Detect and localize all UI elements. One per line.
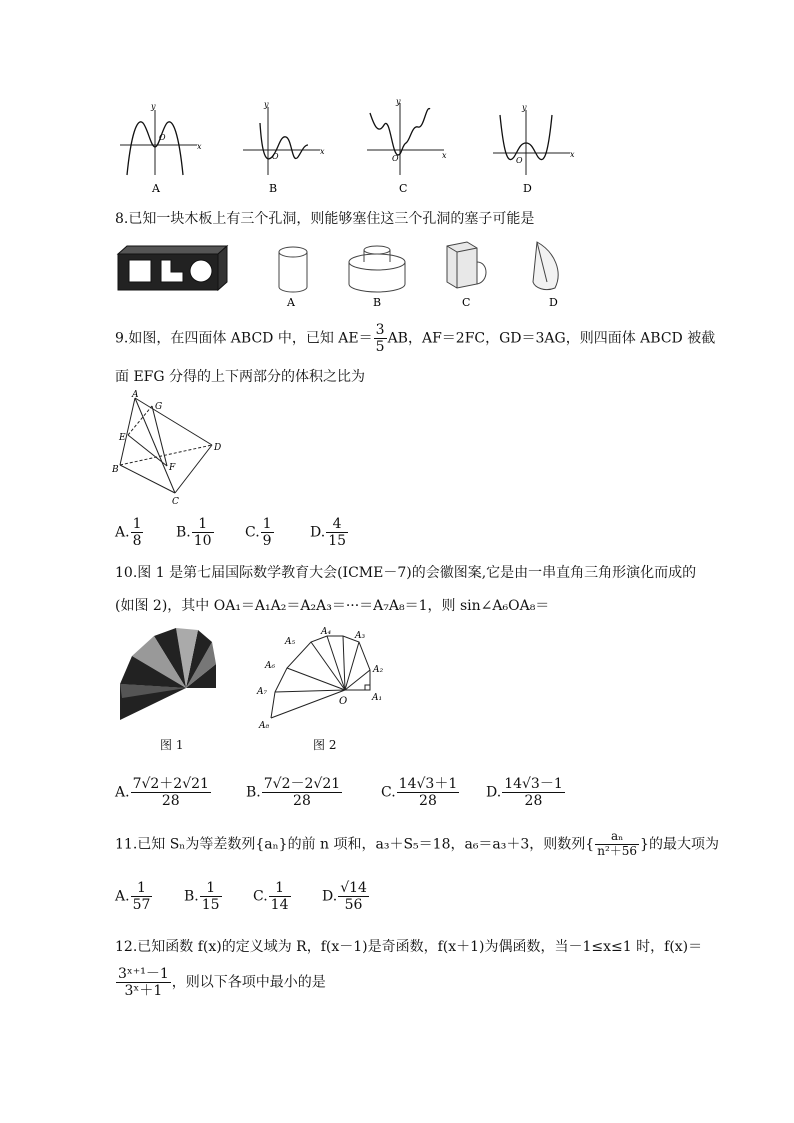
option-label: B. [176, 524, 191, 541]
q11-option-c[interactable] [253, 880, 292, 913]
q11-option-b[interactable] [184, 880, 223, 913]
option-label: B. [184, 888, 199, 905]
vertex-a: A [132, 390, 139, 400]
option-label: A. [115, 888, 130, 905]
question-10-line-1: 10.图 1 是第七届国际数学教育大会(ICME－7)的会徽图案,它是由一串直角三角形演化而成的 [115, 565, 697, 581]
q9-option-c[interactable] [245, 516, 275, 549]
q12-text-b: ，则以下各项中最小的是 [171, 974, 326, 991]
option-label: A. [115, 524, 130, 541]
question-11-text [115, 830, 719, 859]
q10-option-a[interactable] [115, 776, 212, 809]
plug-a-cylinder [279, 247, 307, 309]
option-num: 7√2＋2√21 [132, 776, 209, 792]
axis-x-label: x [442, 151, 447, 160]
axis-x-label: x [320, 147, 325, 156]
axis-x-label: x [197, 142, 202, 151]
plug-b-stepped-cylinder [349, 246, 405, 309]
option-num: 1 [269, 880, 291, 897]
q11-text-b: }的最大项为 [640, 836, 719, 853]
plug-label-b: B [373, 296, 382, 309]
option-label: D. [322, 888, 338, 905]
q10-option-d[interactable] [486, 776, 566, 809]
plug-c-block [447, 242, 486, 309]
question-9-line-2: 面 EFG 分得的上下两部分的体积之比为 [115, 369, 366, 385]
vertex-b: B [112, 465, 119, 475]
q11-text-a: 11.已知 Sₙ为等差数列{aₙ}的前 n 项和，a₃＋S₅＝18，a₆＝a₃＋3，则数列{ [115, 836, 595, 853]
option-num: 14√3－1 [504, 776, 563, 792]
point-a5: A₅ [285, 637, 296, 647]
option-label: A. [115, 784, 130, 801]
option-den: 8 [132, 533, 142, 550]
q11-fraction [595, 830, 639, 859]
q10-option-b[interactable] [246, 776, 343, 809]
q9-fraction [374, 322, 387, 355]
point-a4: A₄ [321, 627, 332, 637]
function-graphs [110, 95, 590, 200]
option-num: 1 [200, 880, 222, 897]
plug-label-a: A [287, 296, 295, 309]
option-den: 10 [193, 533, 212, 550]
graph-label-b: B [269, 182, 278, 195]
q12-frac-num: 3ˣ⁺¹－1 [118, 966, 169, 982]
q9-frac-den: 5 [375, 339, 385, 356]
q10-option-c[interactable] [381, 776, 460, 809]
axis-y-label: y [264, 100, 269, 109]
option-label: C. [245, 524, 260, 541]
origin-label: O [159, 133, 166, 142]
right-triangle-spiral-figure-2 [255, 622, 395, 734]
option-den: 15 [201, 897, 220, 914]
q11-option-a[interactable] [115, 880, 153, 913]
vertex-d: D [214, 443, 222, 453]
figure-2-caption: 图 2 [313, 738, 337, 752]
option-num: √14 [340, 880, 367, 896]
q9-text-a: 9.如图，在四面体 ABCD 中，已知 AE＝ [115, 330, 373, 347]
question-12-line-1: 12.已知函数 f(x)的定义域为 R，f(x－1)是奇函数，f(x＋1)为偶函数，当－1≤x≤1 时，f(x)＝ [115, 939, 703, 955]
figure-1-caption: 图 1 [160, 738, 184, 752]
origin-label: O [272, 152, 279, 161]
vertex-e: E [119, 433, 126, 443]
point-a7: A₇ [257, 687, 268, 697]
graph-a [120, 102, 202, 195]
point-o: O [339, 696, 348, 707]
question-9-line-1 [115, 322, 715, 355]
option-den: 28 [293, 793, 311, 810]
axis-x-label: x [570, 150, 575, 159]
vertex-g: G [155, 402, 163, 412]
axis-y-label: y [151, 102, 156, 111]
option-den: 57 [132, 897, 151, 914]
graph-label-d: D [523, 182, 532, 195]
q9-option-b[interactable] [176, 516, 215, 549]
origin-label: O [516, 156, 523, 165]
option-num: 4 [326, 516, 348, 533]
q11-option-d[interactable] [322, 880, 370, 913]
option-num: 1 [192, 516, 214, 533]
question-10-line-2: (如图 2)，其中 OA₁＝A₁A₂＝A₂A₃＝···＝A₇A₈＝1，则 sin∠A₆OA₈＝ [115, 598, 550, 614]
q9-option-a[interactable] [115, 516, 144, 549]
q11-frac-den: n²＋56 [597, 843, 638, 858]
plug-label-d: D [549, 296, 558, 309]
option-label: D. [486, 784, 502, 801]
board-with-holes [118, 246, 227, 290]
graph-c [367, 97, 447, 195]
axis-y-label: y [396, 97, 401, 106]
q11-frac-num: aₙ [595, 830, 639, 845]
option-num: 1 [262, 516, 272, 532]
option-num: 14√3＋1 [398, 776, 458, 792]
option-den: 9 [262, 533, 272, 550]
option-label: C. [381, 784, 396, 801]
icme-emblem-figure-1 [118, 628, 218, 728]
option-num: 1 [132, 516, 142, 532]
option-label: B. [246, 784, 261, 801]
tetrahedron-figure [112, 390, 227, 508]
graph-b [243, 100, 325, 195]
option-den: 15 [328, 533, 347, 550]
option-den: 14 [270, 897, 289, 914]
point-a1: A₁ [372, 693, 383, 703]
option-num: 1 [131, 880, 153, 897]
option-den: 28 [524, 793, 543, 810]
point-a2: A₂ [373, 665, 384, 675]
graph-label-c: C [399, 182, 408, 195]
origin-label: O [392, 154, 399, 163]
vertex-f: F [169, 463, 176, 473]
q9-text-b: AB，AF＝2FC，GD＝3AG，则四面体 ABCD 被截 [387, 330, 716, 347]
option-den: 28 [161, 793, 180, 810]
option-num: 7√2－2√21 [263, 776, 341, 792]
q9-option-d[interactable] [310, 516, 349, 549]
question-8-figure [115, 232, 585, 312]
plug-d-cone [533, 242, 558, 309]
plug-label-c: C [462, 296, 471, 309]
q9-frac-num: 3 [375, 322, 385, 338]
axis-y-label: y [522, 103, 527, 112]
q12-fraction [116, 966, 171, 999]
graph-d [493, 103, 575, 195]
point-a6: A₆ [265, 661, 276, 671]
option-label: C. [253, 888, 268, 905]
point-a8: A₈ [259, 721, 270, 731]
question-8-text: 8.已知一块木板上有三个孔洞，则能够塞住这三个孔洞的塞子可能是 [115, 211, 535, 227]
point-a3: A₃ [355, 631, 366, 641]
graph-label-a: A [152, 182, 160, 195]
vertex-c: C [172, 497, 179, 507]
q12-frac-den: 3ˣ＋1 [124, 983, 163, 1000]
option-den: 56 [344, 897, 363, 914]
option-label: D. [310, 524, 326, 541]
option-den: 28 [419, 793, 437, 810]
question-12-line-2 [115, 966, 326, 999]
